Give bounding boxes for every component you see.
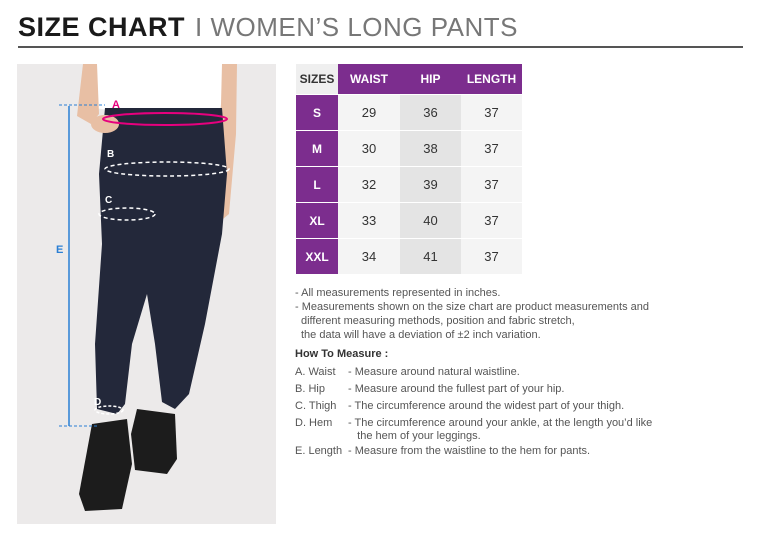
waist-cell: 29 (338, 94, 400, 130)
marker-b: B (107, 149, 115, 160)
table-row (296, 94, 522, 130)
hip-cell: 41 (400, 238, 461, 274)
note-line: the data will have a deviation of ±2 inch variation. (301, 329, 541, 341)
item-text: - Measure from the waistline to the hem for pants. (348, 445, 591, 457)
title-subtitle: I WOMEN’S LONG PANTS (195, 12, 518, 42)
size-cell: M (296, 130, 338, 166)
item-key: B. Hip (295, 383, 325, 395)
waist-cell: 33 (338, 202, 400, 238)
list-item (295, 445, 652, 462)
hip-cell: 40 (400, 202, 461, 238)
title-divider (18, 46, 743, 48)
list-item (295, 366, 652, 383)
hip-cell: 39 (400, 166, 461, 202)
how-to-measure-title: How To Measure : (295, 348, 389, 360)
item-key: A. Waist (295, 366, 336, 378)
table-row (296, 202, 522, 238)
item-key: D. Hem (295, 417, 333, 429)
length-cell: 37 (461, 130, 522, 166)
marker-c: C (105, 195, 113, 206)
table-row (296, 238, 522, 274)
note-line: - All measurements represented in inches. (295, 287, 501, 299)
length-cell: 37 (461, 94, 522, 130)
waist-cell: 32 (338, 166, 400, 202)
col-header-hip: HIP (400, 64, 461, 94)
item-text: - The circumference around the widest part of your thigh. (348, 400, 625, 412)
item-key: E. Length (295, 445, 343, 457)
size-cell: XXL (296, 238, 338, 274)
col-header-waist: WAIST (338, 64, 400, 94)
pants (95, 108, 227, 414)
list-item (295, 400, 652, 417)
col-header-sizes: SIZES (296, 64, 338, 94)
table-header-row (296, 64, 522, 94)
title-bold: SIZE CHART (18, 12, 185, 42)
length-cell: 37 (461, 166, 522, 202)
size-cell: L (296, 166, 338, 202)
left-arm (77, 64, 99, 124)
product-photo (17, 64, 276, 524)
hip-cell: 38 (400, 130, 461, 166)
table-row (296, 130, 522, 166)
list-item (295, 383, 652, 400)
item-text: - Measure around natural waistline. (348, 366, 520, 378)
marker-e: E (56, 244, 64, 256)
size-cell: S (296, 94, 338, 130)
note-line: - Measurements shown on the size chart are product measurements and (295, 301, 650, 313)
marker-d: D (94, 397, 102, 408)
waist-cell: 30 (338, 130, 400, 166)
left-shoe (79, 419, 132, 511)
col-header-length: LENGTH (461, 64, 522, 94)
item-key: C. Thigh (295, 400, 337, 412)
measurement-diagram (17, 64, 276, 524)
item-text: - The circumference around your ankle, at the length you’d like the hem of your leggings. (348, 417, 653, 442)
how-to-measure-list (295, 366, 652, 462)
item-text: - Measure around the fullest part of your hip. (348, 383, 565, 395)
list-item (295, 417, 652, 445)
table-row (296, 166, 522, 202)
measurement-notes (295, 286, 649, 342)
size-cell: XL (296, 202, 338, 238)
size-table (296, 64, 522, 274)
note-line: different measuring methods, position and fabric stretch, (301, 315, 575, 327)
length-cell: 37 (461, 202, 522, 238)
waist-cell: 34 (338, 238, 400, 274)
page-title (18, 12, 518, 44)
marker-a: A (112, 99, 120, 111)
hip-cell: 36 (400, 94, 461, 130)
length-cell: 37 (461, 238, 522, 274)
right-shoe (131, 409, 177, 474)
